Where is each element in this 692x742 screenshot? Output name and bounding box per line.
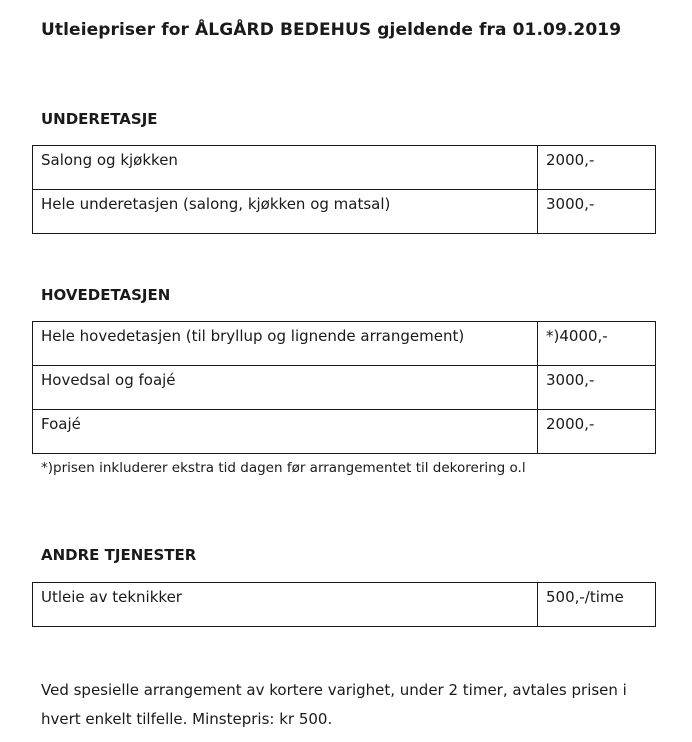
footnote: *)prisen inkluderer ekstra tid dagen før arrangementet til dekorering o.l (41, 460, 526, 476)
table-row (33, 322, 656, 366)
section-heading-underetasje: UNDERETASJE (41, 110, 158, 128)
row-price: 500,-/time (538, 583, 656, 627)
row-price: 2000,- (538, 146, 656, 190)
row-description: Foajé (33, 410, 538, 454)
price-table-hovedetasjen (32, 321, 656, 454)
table-row (33, 583, 656, 627)
row-price: 3000,- (538, 366, 656, 410)
row-description: Hele underetasjen (salong, kjøkken og matsal) (33, 190, 538, 234)
row-description: Hele hovedetasjen (til bryllup og lignende arrangement) (33, 322, 538, 366)
price-table-underetasje (32, 145, 656, 234)
closing-note: Ved spesielle arrangement av kortere varighet, under 2 timer, avtales prisen i hvert enkelt tilfelle. Minstepris: kr 500. (41, 681, 627, 728)
table-row (33, 366, 656, 410)
row-description: Salong og kjøkken (33, 146, 538, 190)
page-title: Utleiepriser for ÅLGÅRD BEDEHUS gjeldende fra 01.09.2019 (41, 20, 622, 40)
section-heading-andre-tjenester: ANDRE TJENESTER (41, 546, 197, 564)
row-price: *)4000,- (538, 322, 656, 366)
table-row (33, 410, 656, 454)
price-table-andre-tjenester (32, 582, 656, 627)
section-heading-hovedetasjen: HOVEDETASJEN (41, 286, 171, 304)
row-description: Hovedsal og foajé (33, 366, 538, 410)
row-description: Utleie av teknikker (33, 583, 538, 627)
table-row (33, 146, 656, 190)
row-price: 2000,- (538, 410, 656, 454)
row-price: 3000,- (538, 190, 656, 234)
table-row (33, 190, 656, 234)
